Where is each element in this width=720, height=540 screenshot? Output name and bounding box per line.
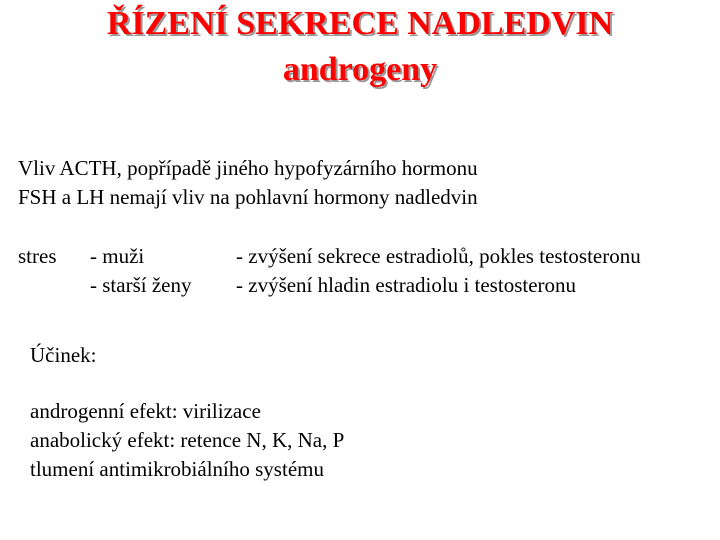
intro-line-2: FSH a LH nemají vliv na pohlavní hormony nadledvin <box>18 185 478 209</box>
slide-title: ŘÍZENÍ SEKRECE NADLEDVIN <box>106 5 614 42</box>
slide-subtitle: androgeny <box>282 51 438 88</box>
effect-item-antimicrobial: tlumení antimikrobiálního systému <box>30 457 324 481</box>
stress-group-men: - muži <box>90 244 145 268</box>
stress-label: stres <box>18 244 57 268</box>
effect-heading: Účinek: <box>30 343 97 367</box>
intro-line-1: Vliv ACTH, popřípadě jiného hypofyzárního hormonu <box>18 156 478 180</box>
effect-item-anabolic: anabolický efekt: retence N, K, Na, P <box>30 428 345 452</box>
stress-effect-older-women: - zvýšení hladin estradiolu i testosteronu <box>236 273 577 297</box>
stress-effect-men: - zvýšení sekrece estradiolů, pokles testosteronu <box>236 244 641 268</box>
effect-item-androgenic: androgenní efekt: virilizace <box>30 399 261 423</box>
stress-group-older-women: - starší ženy <box>90 273 192 297</box>
